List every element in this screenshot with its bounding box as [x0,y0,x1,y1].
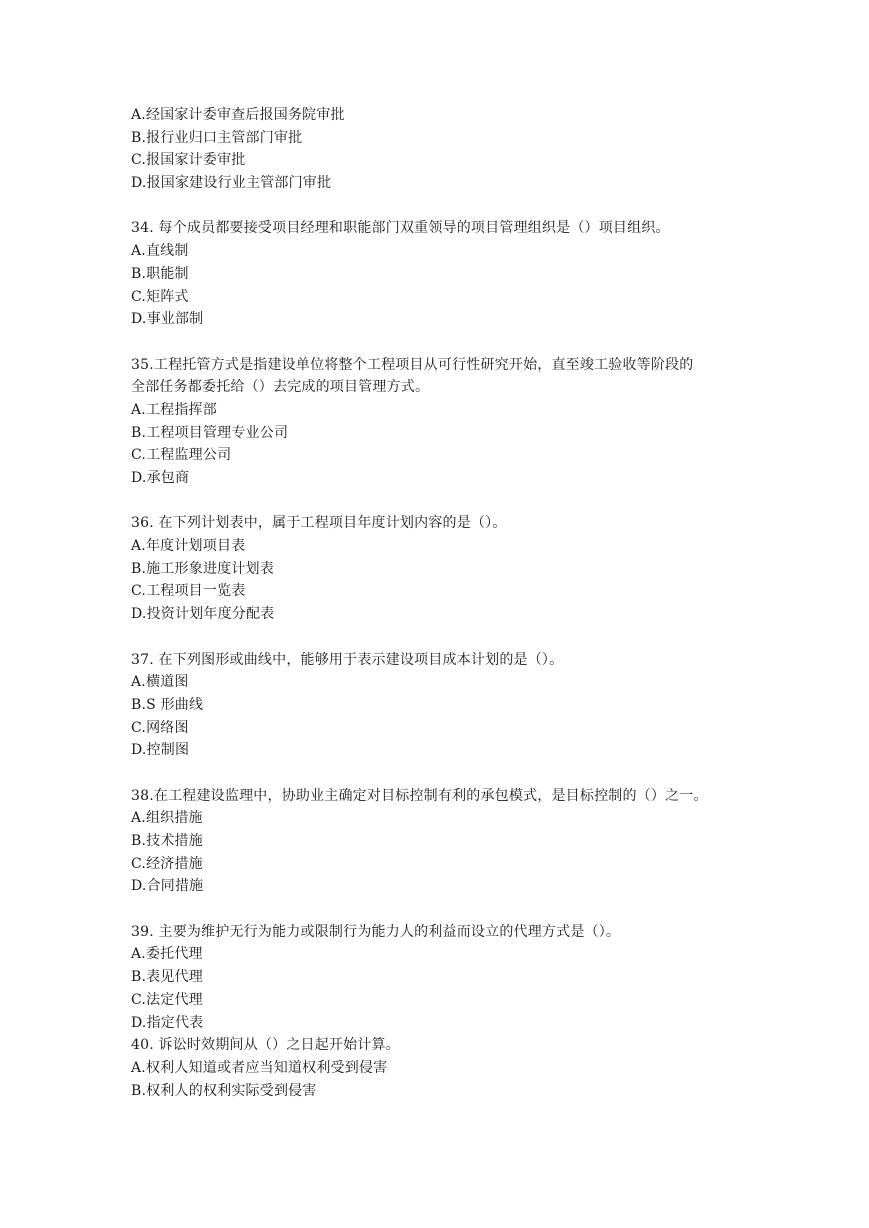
answer-option: C.工程项目一览表 [131,583,246,600]
question-text: 38.在工程建设监理中，协助业主确定对目标控制有利的承包模式，是目标控制的（）之一。 [131,787,708,804]
answer-option: B.权利人的权利实际受到侵害 [131,1082,317,1099]
question-block [131,921,751,1034]
answer-option: B.施工形象进度计划表 [131,560,274,577]
answer-option: D.投资计划年度分配表 [131,606,275,623]
answer-option: C.经济措施 [131,855,203,872]
question-text: 34. 每个成员都要接受项目经理和职能部门双重领导的项目管理组织是（）项目组织。 [131,220,670,237]
question-text: 40. 诉讼时效期间从（）之日起开始计算。 [131,1037,400,1054]
question-block [131,354,751,513]
answer-option: A.权利人知道或者应当知道权利受到侵害 [131,1059,388,1076]
answer-option: C.法定代理 [131,991,203,1008]
answer-option: C.报国家计委审批 [131,152,246,169]
question-block [131,649,751,785]
answer-option: A.组织措施 [131,810,203,827]
answer-option: A.工程指挥部 [131,401,217,418]
answer-option: B.S 形曲线 [131,696,204,713]
answer-option: A.委托代理 [131,946,203,963]
paragraph-spacer [131,490,751,513]
paragraph-spacer [131,626,751,649]
paragraph-spacer [131,195,751,218]
document-page [131,104,751,1102]
question-text: 35.工程托管方式是指建设单位将整个工程项目从可行性研究开始，直至竣工验收等阶段的 [131,356,694,373]
answer-option: B.职能制 [131,265,189,282]
question-text: 39. 主要为维护无行为能力或限制行为能力人的利益而设立的代理方式是（）。 [131,923,621,940]
answer-option: D.合同措施 [131,878,204,895]
question-block [131,217,751,353]
paragraph-spacer [131,898,751,921]
answer-option: D.事业部制 [131,311,204,328]
answer-option: D.指定代表 [131,1014,204,1031]
answer-option: A.横道图 [131,674,189,691]
answer-option: D.承包商 [131,470,190,486]
paragraph-spacer [131,331,751,354]
answer-option: B.技术措施 [131,833,203,849]
paragraph-spacer [131,762,751,785]
answer-option: A.年度计划项目表 [131,538,246,555]
answer-option: B.工程项目管理专业公司 [131,424,289,441]
answer-option: C.网络图 [131,719,189,736]
question-text: 37. 在下列图形或曲线中，能够用于表示建设项目成本计划的是（）。 [131,651,564,668]
answer-option: D.报国家建设行业主管部门审批 [131,175,332,192]
answer-option: C.工程监理公司 [131,447,232,464]
answer-option: C.矩阵式 [131,288,189,305]
answer-option: B.报行业归口主管部门审批 [131,129,303,146]
question-block [131,104,751,217]
answer-option: B.表见代理 [131,969,203,986]
question-text: 36. 在下列计划表中，属于工程项目年度计划内容的是（）。 [131,515,507,532]
question-block [131,785,751,921]
answer-option: D.控制图 [131,742,190,759]
answer-option: A.经国家计委审查后报国务院审批 [131,107,345,123]
question-block [131,512,751,648]
question-text: 全部任务都委托给（）去完成的项目管理方式。 [131,379,430,396]
question-block [131,1034,751,1102]
answer-option: A.直线制 [131,243,189,260]
